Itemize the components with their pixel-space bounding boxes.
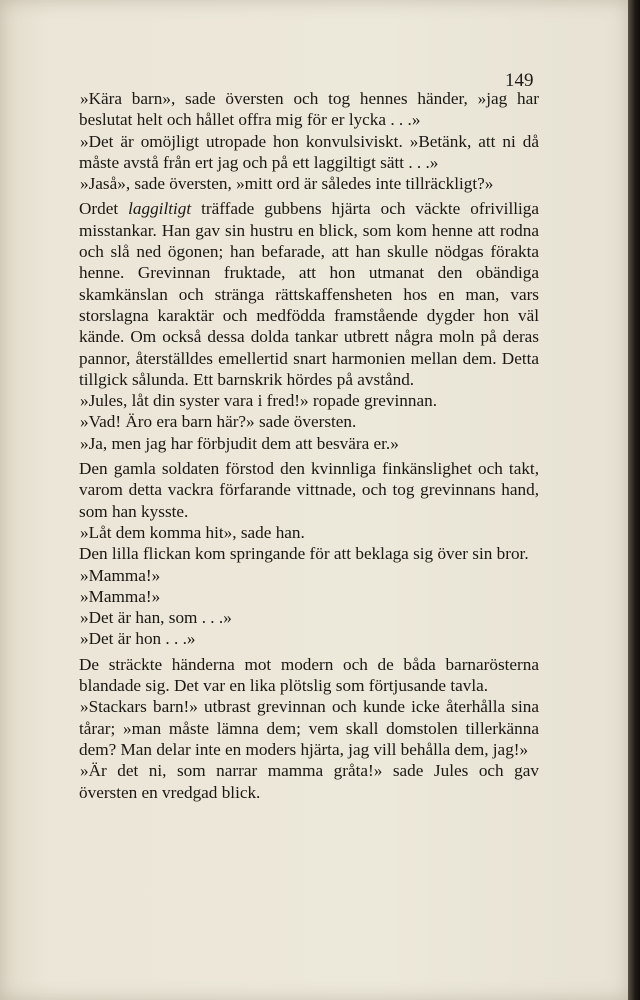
paragraph: »Stackars barn!» utbrast grevinnan och kunde icke återhålla sina tårar; »man måste lämna dem; vem skall domstolen tillerkänna dem? Man delar inte en moders hjärta, jag vill behålla dem, jag!» xyxy=(79,697,539,759)
page-text xyxy=(79,88,539,803)
italic-word: laggiltigt xyxy=(128,199,192,219)
paragraph-text: träffade gubbens hjärta och väckte ofrivilliga misstankar. Han gav sin hustru en blick, som kom henne att rodna och slå ned ögonen; han befarade, att han skulle nödgas förakta henne. Grevinnan fruktade, att hon utmanat den obändiga skamkänslan och stränga rättskaffensheten hos en man, vars storslagna karaktär och medfödda framstående dygder hon väl kände. Om också dessa dolda tankar utbrett några moln på deras pannor, återställdes emellertid snart harmonien mellan dem. Detta tillgick sålunda. Ett barnskrik hördes på avstånd. xyxy=(79,199,539,389)
paragraph: »Låt dem komma hit», sade han. xyxy=(80,522,305,542)
paragraph: »Är det ni, som narrar mamma gråta!» sade Jules och gav översten en vredgad blick. xyxy=(79,761,539,802)
paragraph: Den lilla flickan kom springande för att beklaga sig över sin bror. xyxy=(79,544,529,564)
paragraph-text: Ordet xyxy=(79,199,129,219)
page-number: 149 xyxy=(505,70,534,91)
paragraph: »Det är han, som . . .» xyxy=(80,608,232,628)
paragraph: »Ja, men jag har förbjudit dem att besvära er.» xyxy=(80,433,399,453)
page-edge xyxy=(628,0,640,1000)
paragraph: »Mamma!» xyxy=(80,586,161,606)
paragraph: Den gamla soldaten förstod den kvinnliga finkänslighet och takt, varom detta vackra förfarande vittnade, och tog grevinnans hand, som han kysste. xyxy=(79,459,539,521)
paragraph: »Det är hon . . .» xyxy=(80,629,196,649)
paragraph: »Jules, låt din syster vara i fred!» ropade grevinnan. xyxy=(80,391,438,411)
paragraph: »Kära barn», sade översten och tog hennes händer, »jag har beslutat helt och hållet offra mig för er lycka . . .» xyxy=(79,89,539,130)
paragraph: »Mamma!» xyxy=(80,565,161,585)
paragraph: »Det är omöjligt utropade hon konvulsiviskt. »Betänk, att ni då måste avstå från ert jag och på ett laggiltigt sätt . . .» xyxy=(79,131,539,172)
paragraph: »Vad! Äro era barn här?» sade översten. xyxy=(80,412,357,432)
paragraph: »Jaså», sade översten, »mitt ord är således inte tillräckligt?» xyxy=(80,174,494,194)
paragraph: De sträckte händerna mot modern och de båda barnarösterna blandade sig. Det var en lika plötslig som förtjusande tavla. xyxy=(79,654,539,696)
paragraph xyxy=(79,198,539,390)
